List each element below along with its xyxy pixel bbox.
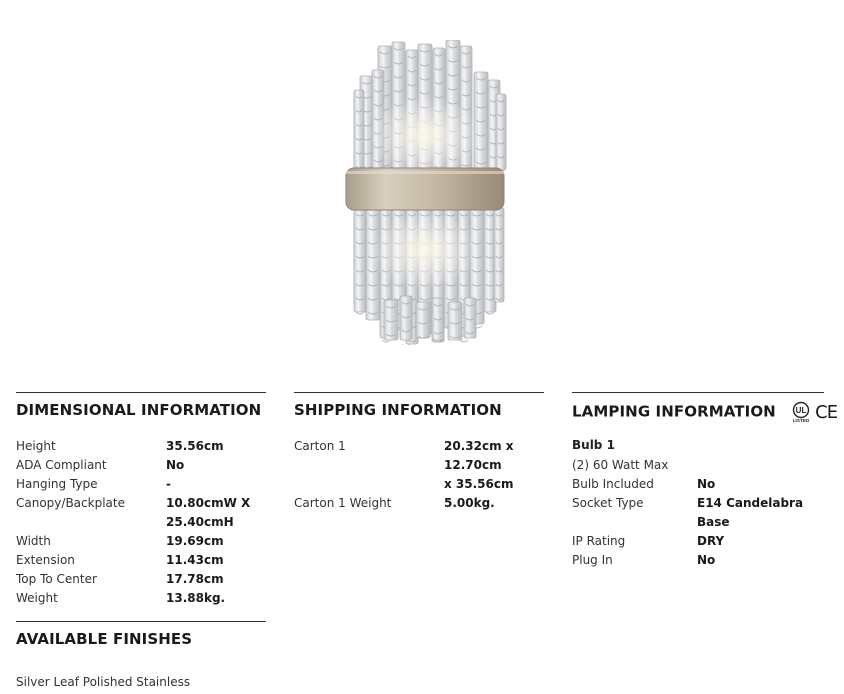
section-title-text: LAMPING INFORMATION [572, 402, 776, 421]
spec-label: Canopy/Backplate [16, 496, 125, 510]
spec-label: Weight [16, 591, 58, 605]
spec-row [16, 437, 266, 456]
section-title: SHIPPING INFORMATION [294, 401, 502, 419]
product-image-wall-sconce [340, 40, 510, 345]
spec-row [572, 475, 824, 494]
lamping-information-section [572, 392, 838, 570]
spec-value: E14 Candelabra Base [697, 496, 804, 529]
spec-row [294, 494, 544, 513]
certification-marks [789, 401, 837, 423]
spec-label: IP Rating [572, 534, 626, 548]
spec-label: Height [16, 439, 56, 453]
spec-label: Top To Center [16, 572, 97, 586]
spec-label: ADA Compliant [16, 458, 107, 472]
spec-row [572, 532, 824, 551]
spec-value: 35.56cm [166, 439, 224, 453]
spec-value: No [166, 458, 185, 472]
spec-row [572, 494, 824, 532]
spec-label: Extension [16, 553, 75, 567]
spec-value: 5.00kg. [444, 496, 495, 510]
spec-label: Socket Type [572, 496, 644, 510]
ce-mark-icon: CE [815, 401, 838, 423]
spec-value: No [697, 553, 716, 567]
spec-label: Carton 1 [294, 439, 346, 453]
section-divider [294, 392, 544, 393]
spec-row [572, 551, 824, 570]
spec-row [16, 589, 266, 608]
ul-listed-icon [789, 401, 813, 423]
spec-row [16, 532, 266, 551]
ul-listed-text: LISTED [792, 418, 810, 423]
spec-row [16, 494, 266, 532]
spec-value: 13.88kg. [166, 591, 226, 605]
spec-value: No [697, 477, 716, 491]
spec-value: 17.78cm [166, 572, 224, 586]
ul-mark-text: UL [795, 406, 807, 415]
available-finishes-section [16, 621, 266, 689]
spec-value: - [166, 477, 171, 491]
dimensional-information-section [16, 392, 266, 608]
shipping-information-section [294, 392, 544, 513]
spec-value: 10.80cmW X 25.40cmH [166, 496, 251, 529]
spec-value: 19.69cm [166, 534, 224, 548]
section-divider [16, 392, 266, 393]
spec-value: 11.43cm [166, 553, 224, 567]
section-divider [572, 392, 824, 393]
spec-value: DRY [697, 534, 725, 548]
finish-item: Silver Leaf Polished Stainless [16, 675, 191, 689]
spec-label: Plug In [572, 553, 613, 567]
section-divider [16, 621, 266, 622]
spec-value: 20.32cm x 12.70cm x 35.56cm [444, 439, 514, 491]
spec-label: Hanging Type [16, 477, 98, 491]
spec-row [16, 456, 266, 475]
section-title: AVAILABLE FINISHES [16, 630, 193, 648]
spec-row [16, 551, 266, 570]
bulb-description: (2) 60 Watt Max [572, 458, 669, 472]
bulb-title: Bulb 1 [572, 438, 615, 452]
section-title [572, 401, 838, 423]
spec-label: Carton 1 Weight [294, 496, 392, 510]
section-title: DIMENSIONAL INFORMATION [16, 401, 262, 419]
spec-row [294, 437, 544, 494]
spec-row [16, 475, 266, 494]
spec-label: Width [16, 534, 51, 548]
spec-row [16, 570, 266, 589]
spec-label: Bulb Included [572, 477, 654, 491]
